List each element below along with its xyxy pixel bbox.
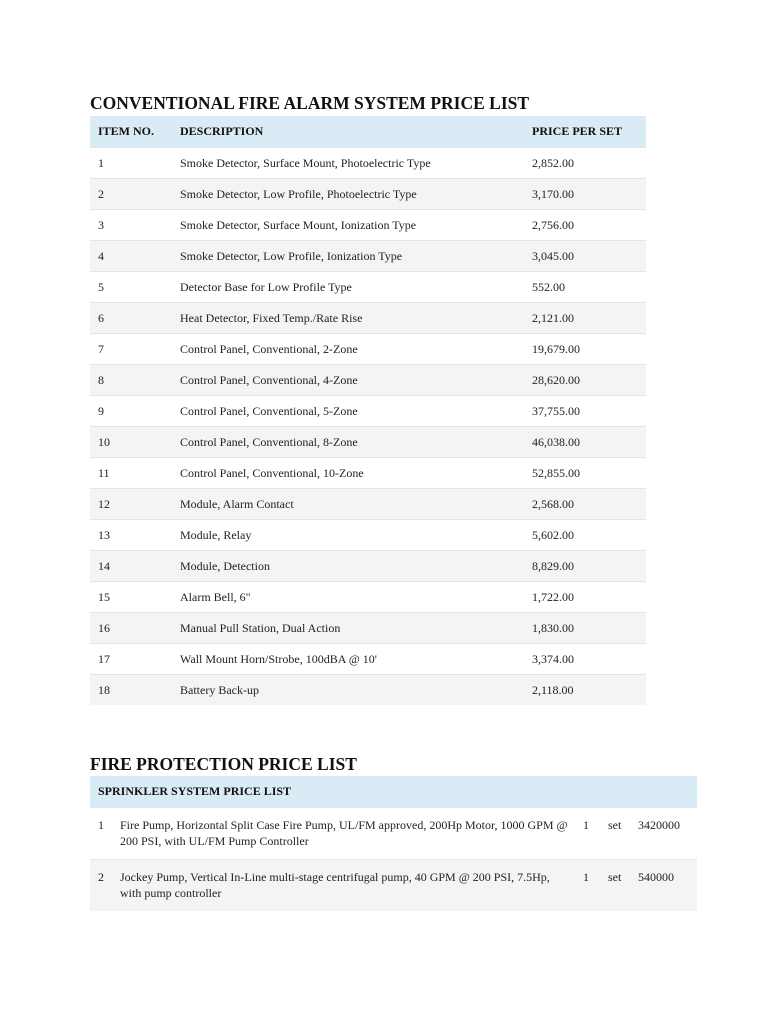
row-item-no: 9 [98, 403, 104, 418]
header-price: PRICE PER SET [532, 124, 623, 138]
table-row [90, 209, 646, 240]
row-description: Heat Detector, Fixed Temp./Rate Rise [180, 310, 363, 325]
row-price: 28,620.00 [532, 372, 580, 387]
table-row [90, 395, 646, 426]
row-price: 19,679.00 [532, 341, 580, 356]
row-unit: set [608, 818, 622, 832]
row-description: Control Panel, Conventional, 2-Zone [180, 341, 358, 356]
row-price: 3420000 [638, 818, 680, 832]
row-description: Battery Back-up [180, 682, 259, 697]
row-price: 1,830.00 [532, 620, 574, 635]
row-item-no: 1 [98, 818, 104, 832]
row-price: 2,118.00 [532, 682, 574, 697]
row-price: 552.00 [532, 279, 565, 294]
row-item-no: 3 [98, 217, 104, 232]
fire-protection-price-list-title: FIRE PROTECTION PRICE LIST [90, 754, 357, 774]
row-description: Manual Pull Station, Dual Action [180, 620, 341, 635]
alarm-price-table [90, 116, 646, 705]
table-row [90, 581, 646, 612]
row-item-no: 8 [98, 372, 104, 387]
row-description: Module, Relay [180, 527, 252, 542]
alarm-price-list-title: CONVENTIONAL FIRE ALARM SYSTEM PRICE LIST [90, 93, 530, 113]
table-row [90, 807, 697, 859]
row-price: 2,568.00 [532, 496, 574, 511]
row-description: Control Panel, Conventional, 5-Zone [180, 403, 358, 418]
row-price: 52,855.00 [532, 465, 580, 480]
row-price: 2,121.00 [532, 310, 574, 325]
table-row [90, 457, 646, 488]
row-description: Control Panel, Conventional, 4-Zone [180, 372, 358, 387]
table-row [90, 550, 646, 581]
row-item-no: 17 [98, 651, 110, 666]
row-price: 3,045.00 [532, 248, 574, 263]
row-description: Fire Pump, Horizontal Split Case Fire Pump, UL/FM approved, 200Hp Motor, 1000 GPM @ 200 PSI, with UL/FM Pump Controller [120, 818, 568, 848]
row-description: Alarm Bell, 6" [180, 589, 251, 604]
table-row [90, 426, 646, 457]
row-unit: set [608, 870, 622, 884]
row-description: Control Panel, Conventional, 10-Zone [180, 465, 364, 480]
row-price: 540000 [638, 870, 674, 884]
table-row [90, 364, 646, 395]
row-price: 2,756.00 [532, 217, 574, 232]
row-description: Detector Base for Low Profile Type [180, 279, 352, 294]
row-price: 5,602.00 [532, 527, 574, 542]
table-row [90, 859, 697, 911]
row-item-no: 1 [98, 155, 104, 170]
row-description: Module, Detection [180, 558, 270, 573]
table-row [90, 612, 646, 643]
row-description: Smoke Detector, Low Profile, Ionization Type [180, 248, 403, 263]
row-quantity: 1 [583, 870, 589, 884]
row-description: Smoke Detector, Low Profile, Photoelectric Type [180, 186, 417, 201]
header-item-no: ITEM NO. [98, 124, 155, 138]
header-description: DESCRIPTION [180, 124, 264, 138]
row-item-no: 15 [98, 589, 110, 604]
row-item-no: 4 [98, 248, 104, 263]
row-description: Jockey Pump, Vertical In-Line multi-stage centrifugal pump, 40 GPM @ 200 PSI, 7.5Hp, with pump controller [120, 870, 550, 900]
row-item-no: 5 [98, 279, 104, 294]
row-description: Control Panel, Conventional, 8-Zone [180, 434, 358, 449]
table-row [90, 240, 646, 271]
row-item-no: 13 [98, 527, 110, 542]
sprinkler-price-table [90, 776, 697, 911]
table-row [90, 147, 646, 178]
row-item-no: 11 [98, 465, 110, 480]
row-description: Wall Mount Horn/Strobe, 100dBA @ 10' [180, 651, 377, 666]
table-row [90, 643, 646, 674]
row-price: 37,755.00 [532, 403, 580, 418]
row-item-no: 6 [98, 310, 104, 325]
row-description: Smoke Detector, Surface Mount, Photoelectric Type [180, 155, 431, 170]
row-price: 46,038.00 [532, 434, 580, 449]
alarm-table-header [90, 116, 646, 147]
row-item-no: 2 [98, 870, 104, 884]
row-item-no: 16 [98, 620, 110, 635]
row-item-no: 12 [98, 496, 110, 511]
table-row [90, 674, 646, 705]
row-item-no: 7 [98, 341, 104, 356]
row-description: Smoke Detector, Surface Mount, Ionization Type [180, 217, 417, 232]
row-price: 3,374.00 [532, 651, 574, 666]
table-row [90, 271, 646, 302]
row-price: 2,852.00 [532, 155, 574, 170]
row-price: 8,829.00 [532, 558, 574, 573]
row-item-no: 2 [98, 186, 104, 201]
row-description: Module, Alarm Contact [180, 496, 294, 511]
row-quantity: 1 [583, 818, 589, 832]
table-row [90, 488, 646, 519]
row-item-no: 18 [98, 682, 110, 697]
table-row [90, 519, 646, 550]
row-price: 1,722.00 [532, 589, 574, 604]
table-row [90, 302, 646, 333]
row-item-no: 10 [98, 434, 110, 449]
table-row [90, 178, 646, 209]
row-price: 3,170.00 [532, 186, 574, 201]
row-item-no: 14 [98, 558, 110, 573]
table-row [90, 333, 646, 364]
sprinkler-table-header: SPRINKLER SYSTEM PRICE LIST [90, 776, 697, 807]
